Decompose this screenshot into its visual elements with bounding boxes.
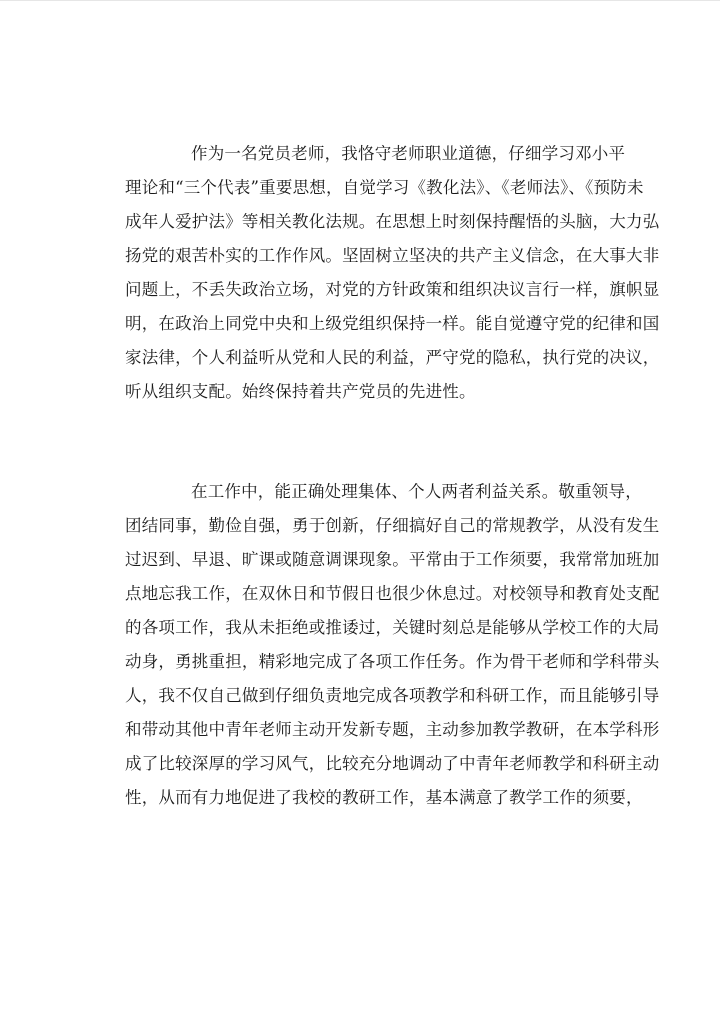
text-line: 动身，勇挑重担，精彩地完成了各项工作任务。作为骨干老师和学科带头	[125, 652, 660, 671]
text-line: 在工作中，能正确处理集体、个人两者利益关系。敬重领导，	[191, 482, 642, 501]
text-line: 家法律，个人利益听从党和人民的利益，严守党的隐私，执行党的决议，	[125, 348, 660, 367]
text-line: 性，从而有力地促进了我校的教研工作，基本满意了教学工作的须要，	[125, 788, 643, 807]
text-line: 作为一名党员老师，我恪守老师职业道德，仔细学习邓小平	[191, 144, 626, 163]
text-line: 过迟到、早退、旷课或随意调课现象。平常由于工作须要，我常常加班加	[125, 550, 660, 569]
text-line: 的各项工作，我从未拒绝或推诿过，关键时刻总是能够从学校工作的大局	[125, 618, 660, 637]
text-line: 和带动其他中青年老师主动开发新专题，主动参加教学教研，在本学科形	[125, 720, 660, 739]
text-line: 扬党的艰苦朴实的工作作风。坚固树立坚决的共产主义信念，在大事大非	[125, 246, 660, 265]
paragraph-work	[125, 475, 660, 815]
paragraph-party-member	[125, 137, 660, 409]
text-line: 团结同事，勤俭自强，勇于创新，仔细搞好自己的常规教学，从没有发生	[125, 516, 660, 535]
text-line: 人，我不仅自己做到仔细负责地完成各项教学和科研工作，而且能够引导	[125, 686, 660, 705]
text-line: 明，在政治上同党中央和上级党组织保持一样。能自觉遵守党的纪律和国	[125, 314, 660, 333]
text-line: 成了比较深厚的学习风气，比较充分地调动了中青年老师教学和科研主动	[125, 754, 660, 773]
text-line: 听从组织支配。始终保持着共产党员的先进性。	[125, 382, 476, 401]
text-line: 理论和“三个代表”重要思想，自觉学习《教化法》、《老师法》、《预防未	[125, 178, 644, 197]
text-line: 成年人爱护法》等相关教化法规。在思想上时刻保持醒悟的头脑，大力弘	[125, 212, 660, 231]
text-line: 问题上，不丢失政治立场，对党的方针政策和组织决议言行一样，旗帜显	[125, 280, 660, 299]
text-line: 点地忘我工作，在双休日和节假日也很少休息过。对校领导和教育处支配	[125, 584, 660, 603]
